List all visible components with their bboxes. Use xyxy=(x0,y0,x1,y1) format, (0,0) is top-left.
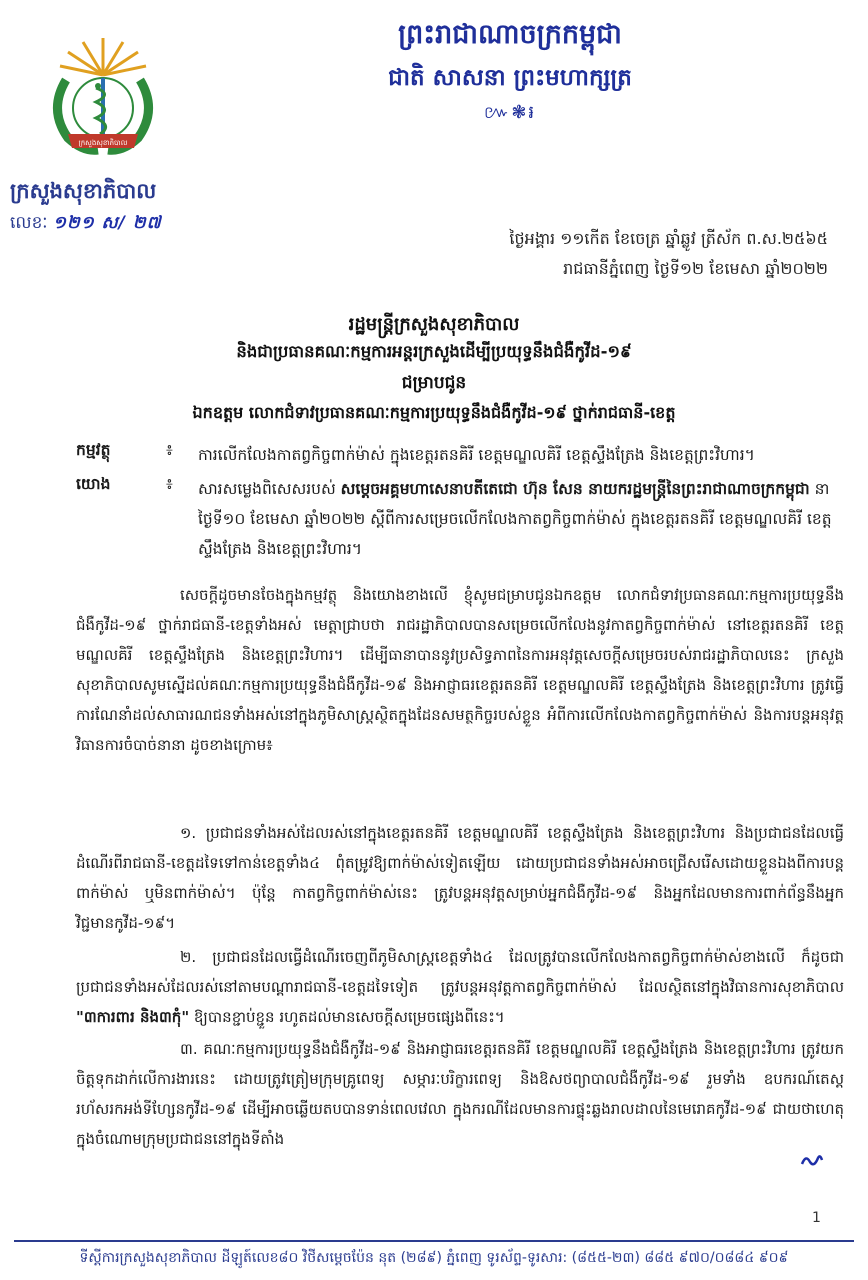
subject-label: កម្មវត្ថុ xyxy=(76,441,111,459)
sender-title: រដ្ឋមន្ត្រីក្រសួងសុខាភិបាល xyxy=(348,314,520,335)
logo-ribbon-text: ក្រសួងសុខាភិបាល xyxy=(78,139,128,147)
body-item-2-bold: "៣ការពារ និង៣កុំ" xyxy=(76,1008,190,1026)
footer-address: ទីស្ដីការក្រសួងសុខាភិបាល ដីឡូត៍លេខ៨០ វិថីសម្ដេចប៉ែន នុត (២៨៩) ភ្នំពេញ ទូរស័ព្ទ-ទូរសារ: (៨៥៥-២៣) ៨៨៥ ៩៧០/០៨៨៤ ៩០៩ xyxy=(79,1250,789,1266)
body-item-2-a: ២. ប្រជាជនដែលធ្វើដំណើរចេញពីភូមិសាស្ត្រខេត្តទាំង៤ ដែលត្រូវបានលើកលែងកាតព្វកិច្ចពាក់ម៉ាស់ខាងលើ ក៏ដូចជាប្រជាជនទាំងអស់ដែលរស់នៅតាមបណ្ដារាជធានី-ខេត្តដទៃទៀត ត្រូវបន្តអនុវត្តកាតព្វកិច្ចពាក់ម៉ាស់ ដែលស្ថិតនៅក្នុងវិធានការសុខាភិបាល xyxy=(76,948,844,996)
footer-divider xyxy=(14,1240,854,1242)
body-item-2-b: ឱ្យបានខ្ជាប់ខ្ជួន រហូតដល់មានសេចក្ដីសម្រេចផ្សេងពីនេះ។ xyxy=(189,1008,505,1026)
reference-prefix: លេខៈ xyxy=(10,213,48,233)
reference-colon: ៖ xyxy=(166,475,173,493)
subject-text: ការលើកលែងកាតព្វកិច្ចពាក់ម៉ាស់ ក្នុងខេត្តរតនគិរី ខេត្តមណ្ឌលគិរី ខេត្តស្ទឹងត្រែង និងខេត្តព្រះវិហារ។ xyxy=(198,446,755,464)
initial-mark xyxy=(800,1150,824,1175)
sender-subtitle: និងជាប្រធានគណៈកម្មការអន្តរក្រសួងដើម្បីប្រយុទ្ធនឹងជំងឺកូវីដ-១៩ xyxy=(236,342,632,361)
recipient-title: ឯកឧត្តម លោកជំទាវប្រធានគណៈកម្មការប្រយុទ្ធនឹងជំងឺកូវីដ-១៩ ថ្នាក់រាជធានី-ខេត្ត xyxy=(192,403,676,422)
ministry-name: ក្រសួងសុខាភិបាល xyxy=(10,179,157,203)
ministry-logo xyxy=(38,30,168,160)
reference-number-value: ១២១ ស/ ២៧ xyxy=(52,213,162,233)
body-intro: សេចក្ដីដូចមានចែងក្នុងកម្មវត្ថុ និងយោងខាងលើ ខ្ញុំសូមជម្រាបជូនឯកឧត្តម លោកជំទាវប្រធានគណៈកម្មការប្រយុទ្ធនឹងជំងឺកូវីដ-១៩ ថ្នាក់រាជធានី-ខេត្តទាំងអស់ មេត្តាជ្រាបថា រាជរដ្ឋាភិបាលបានសម្រេចលើកលែងនូវកាតព្វកិច្ចពាក់ម៉ាស់ នៅខេត្តរតនគិរី ខេត្តមណ្ឌលគិរី ខេត្តស្ទឹងត្រែង និងខេត្តព្រះវិហារ។ ដើម្បីធានាបាននូវប្រសិទ្ធភាពនៃការអនុវត្តសេចក្ដីសម្រេចរបស់រាជរដ្ឋាភិបាលនេះ ក្រសួងសុខាភិបាលសូមស្នើដល់គណៈកម្មការប្រយុទ្ធនឹងជំងឺកូវីដ-១៩ និងអាជ្ញាធរខេត្តរតនគិរី ខេត្តមណ្ឌលគិរី ខេត្តស្ទឹងត្រែង និងខេត្តព្រះវិហារ ត្រូវធ្វើការណែនាំដល់សាធារណជនទាំងអស់នៅក្នុងភូមិសាស្ត្រស្ថិតក្នុងដែនសមត្ថកិច្ចរបស់ខ្លួន អំពីការលើកលែងកាតព្វកិច្ចពាក់ម៉ាស់ និងការបន្តអនុវត្តវិធានការចំបាច់នានា ដូចខាងក្រោម៖ xyxy=(76,586,844,754)
initial-mark-icon xyxy=(800,1150,824,1170)
lunar-date: ថ្ងៃអង្គារ ១១កើត ខែចេត្រ ឆ្នាំឆ្លូវ ត្រីស័ក ព.ស.២៥៦៥ xyxy=(509,229,828,248)
ornament-divider: ៚❃៛ xyxy=(483,102,537,123)
reference-text-bold: សម្ដេចអគ្គមហាសេនាបតីតេជោ ហ៊ុន សែន នាយករដ្ឋមន្ត្រីនៃព្រះរាជាណាចក្រកម្ពុជា xyxy=(340,480,810,498)
reference-label: យោង xyxy=(76,475,111,493)
ministry-logo-emblem xyxy=(38,30,168,160)
body-item-3: ៣. គណៈកម្មការប្រយុទ្ធនឹងជំងឺកូវីដ-១៩ និងអាជ្ញាធរខេត្តរតនគិរី ខេត្តមណ្ឌលគិរី ខេត្តស្ទឹងត្រែង និងខេត្តព្រះវិហារ ត្រូវយកចិត្តទុកដាក់លើការងារនេះ ដោយត្រូវត្រៀមក្រុមគ្រូពេទ្យ សម្ភារៈបរិក្ខារពេទ្យ និងឱសថព្យាបាលជំងឺកូវីដ-១៩ រួមទាំង ឧបករណ៍តេស្តរហ័សរកអង់ទីហ្សែនកូវីដ-១៩ ដើម្បីអាចឆ្លើយតបបានទាន់ពេលវេលា ក្នុងករណីដែលមានការផ្ទុះឆ្លងរាលដាលនៃមេរោគកូវីដ-១៩ ជាយថាហេតុ ក្នុងចំណោមក្រុមប្រជាជននៅក្នុងទីតាំង xyxy=(76,1040,844,1148)
reference-text-a: សារសម្លេងពិសេសរបស់ xyxy=(198,480,341,498)
page-number: 1 xyxy=(812,1210,821,1226)
kingdom-title: ព្រះរាជាណាចក្រកម្ពុជា xyxy=(398,19,622,50)
reference-text xyxy=(198,474,838,564)
national-motto: ជាតិ សាសនា ព្រះមហាក្សត្រ xyxy=(388,65,632,91)
subject-colon: ៖ xyxy=(166,441,173,459)
solar-date: រាជធានីភ្នំពេញ ថ្ងៃទី១២ ខែមេសា ឆ្នាំ២០២២ xyxy=(563,259,828,278)
reference-number xyxy=(10,212,162,237)
body-item-1: ១. ប្រជាជនទាំងអស់ដែលរស់នៅក្នុងខេត្តរតនគិរី ខេត្តមណ្ឌលគិរី ខេត្តស្ទឹងត្រែង និងខេត្តព្រះវិហារ និងប្រជាជនដែលធ្វើដំណើរពីរាជធានី-ខេត្តដទៃទៅកាន់ខេត្តទាំង៤ ពុំតម្រូវឱ្យពាក់ម៉ាស់ទៀតឡើយ ដោយប្រជាជនទាំងអស់អាចជ្រើសរើសដោយខ្លួនឯងពីការបន្តពាក់ម៉ាស់ ឬមិនពាក់ម៉ាស់។ ប៉ុន្តែ កាតព្វកិច្ចពាក់ម៉ាស់នេះ ត្រូវបន្តអនុវត្តសម្រាប់អ្នកជំងឺកូវីដ-១៩ និងអ្នកដែលមានការពាក់ព័ន្ធនឹងអ្នកវិជ្ជមានកូវីដ-១៩។ xyxy=(76,824,844,932)
addressing-word: ជម្រាបជូន xyxy=(401,373,467,393)
reference-text-b: នាថ្ងៃទី១០ ខែមេសា ឆ្នាំ២០២២ ស្ដីពីការសម្រេចលើកលែងកាតព្វកិច្ចពាក់ម៉ាស់ ក្នុងខេត្តរតនគិរី ខេត្តមណ្ឌលគិរី ខេត្តស្ទឹងត្រែង និងខេត្តព្រះវិហារ។ xyxy=(198,480,832,558)
body-item-2 xyxy=(76,942,844,1032)
